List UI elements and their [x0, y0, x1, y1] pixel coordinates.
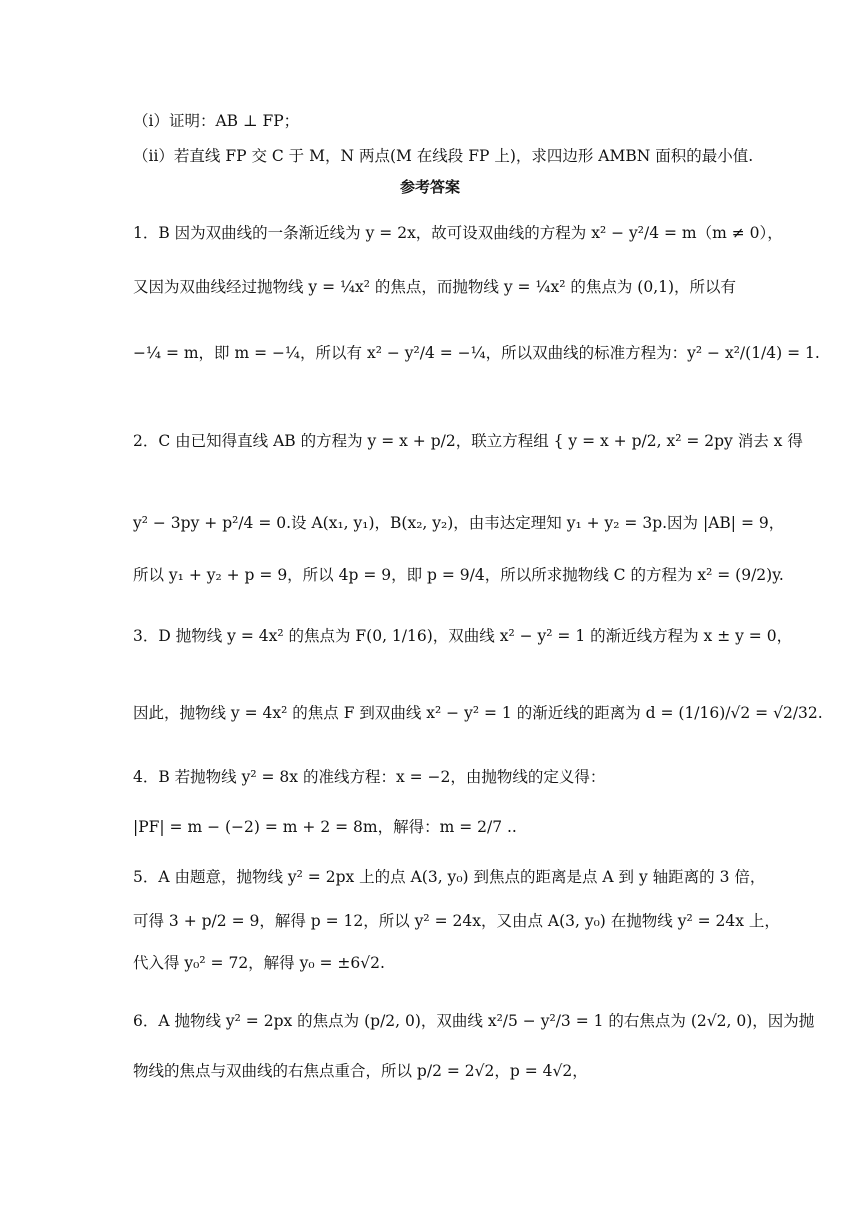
text-line-5: [0, 342, 860, 364]
line-text: |PF| = m − (−2) = m + 2 = 8m，解得：m = 2/7 ..: [133, 818, 517, 836]
line-text: 6．A 抛物线 y² = 2px 的焦点为 (p/2, 0)，双曲线 x²/5 − y²/3 = 1 的右焦点为 (2√2, 0)，因为抛: [133, 1012, 815, 1030]
text-line-1: [0, 110, 860, 132]
line-text: 物线的焦点与双曲线的右焦点重合，所以 p/2 = 2√2，p = 4√2，: [133, 1062, 588, 1080]
line-text: 2．C 由已知得直线 AB 的方程为 y = x + p/2，联立方程组 { y = x + p/2, x² = 2py 消去 x 得: [133, 432, 803, 450]
line-text: 所以 y₁ + y₂ + p = 9，所以 4p = 9，即 p = 9/4，所以所求抛物线 C 的方程为 x² = (9/2)y.: [133, 566, 784, 584]
text-line-8: [0, 564, 860, 586]
line-text: −¼ = m，即 m = −¼，所以有 x² − y²/4 = −¼，所以双曲线的标准方程为：y² − x²/(1/4) = 1.: [133, 344, 820, 362]
line-text: 可得 3 + p/2 = 9，解得 p = 12，所以 y² = 24x，又由点 A(3, y₀) 在抛物线 y² = 24x 上，: [133, 912, 780, 930]
line-text: y² − 3py + p²/4 = 0.设 A(x₁, y₁)，B(x₂, y₂)，由韦达定理知 y₁ + y₂ = 3p.因为 |AB| = 9，: [133, 514, 785, 532]
line-text: 1．B 因为双曲线的一条渐近线为 y = 2x，故可设双曲线的方程为 x² − y²/4 = m（m ≠ 0），: [133, 224, 783, 242]
text-line-12: [0, 816, 860, 838]
line-text: 因此，抛物线 y = 4x² 的焦点 F 到双曲线 x² − y² = 1 的渐近线的距离为 d = (1/16)/√2 = √2/32.: [133, 704, 823, 722]
line-text: （i）证明：AB ⊥ FP；: [133, 112, 300, 130]
text-line-13: [0, 866, 860, 888]
text-line-4: [0, 276, 860, 298]
text-line-16: [0, 1010, 860, 1032]
line-text: 5．A 由题意，抛物线 y² = 2px 上的点 A(3, y₀) 到焦点的距离是点 A 到 y 轴距离的 3 倍，: [133, 868, 766, 886]
text-line-6: [0, 430, 860, 452]
text-line-10: [0, 702, 860, 724]
line-text: 代入得 y₀² = 72，解得 y₀ = ±6√2.: [133, 954, 385, 972]
text-line-3: [0, 222, 860, 244]
text-line-9: [0, 625, 860, 647]
text-line-11: [0, 766, 860, 788]
text-line-14: [0, 910, 860, 932]
section-heading: 参考答案: [399, 178, 460, 196]
text-line-15: [0, 952, 860, 974]
line-text: 又因为双曲线经过抛物线 y = ¼x² 的焦点，而抛物线 y = ¼x² 的焦点为 (0,1)，所以有: [133, 278, 737, 296]
text-line-2: [0, 145, 860, 167]
text-line-7: [0, 512, 860, 534]
text-line-17: [0, 1060, 860, 1082]
line-text: 3．D 抛物线 y = 4x² 的焦点为 F(0, 1/16)，双曲线 x² − y² = 1 的渐近线方程为 x ± y = 0，: [133, 627, 793, 645]
line-text: （ii）若直线 FP 交 C 于 M，N 两点(M 在线段 FP 上)，求四边形 AMBN 面积的最小值.: [133, 147, 754, 165]
line-text: 4．B 若抛物线 y² = 8x 的准线方程：x = −2，由抛物线的定义得：: [133, 768, 606, 786]
